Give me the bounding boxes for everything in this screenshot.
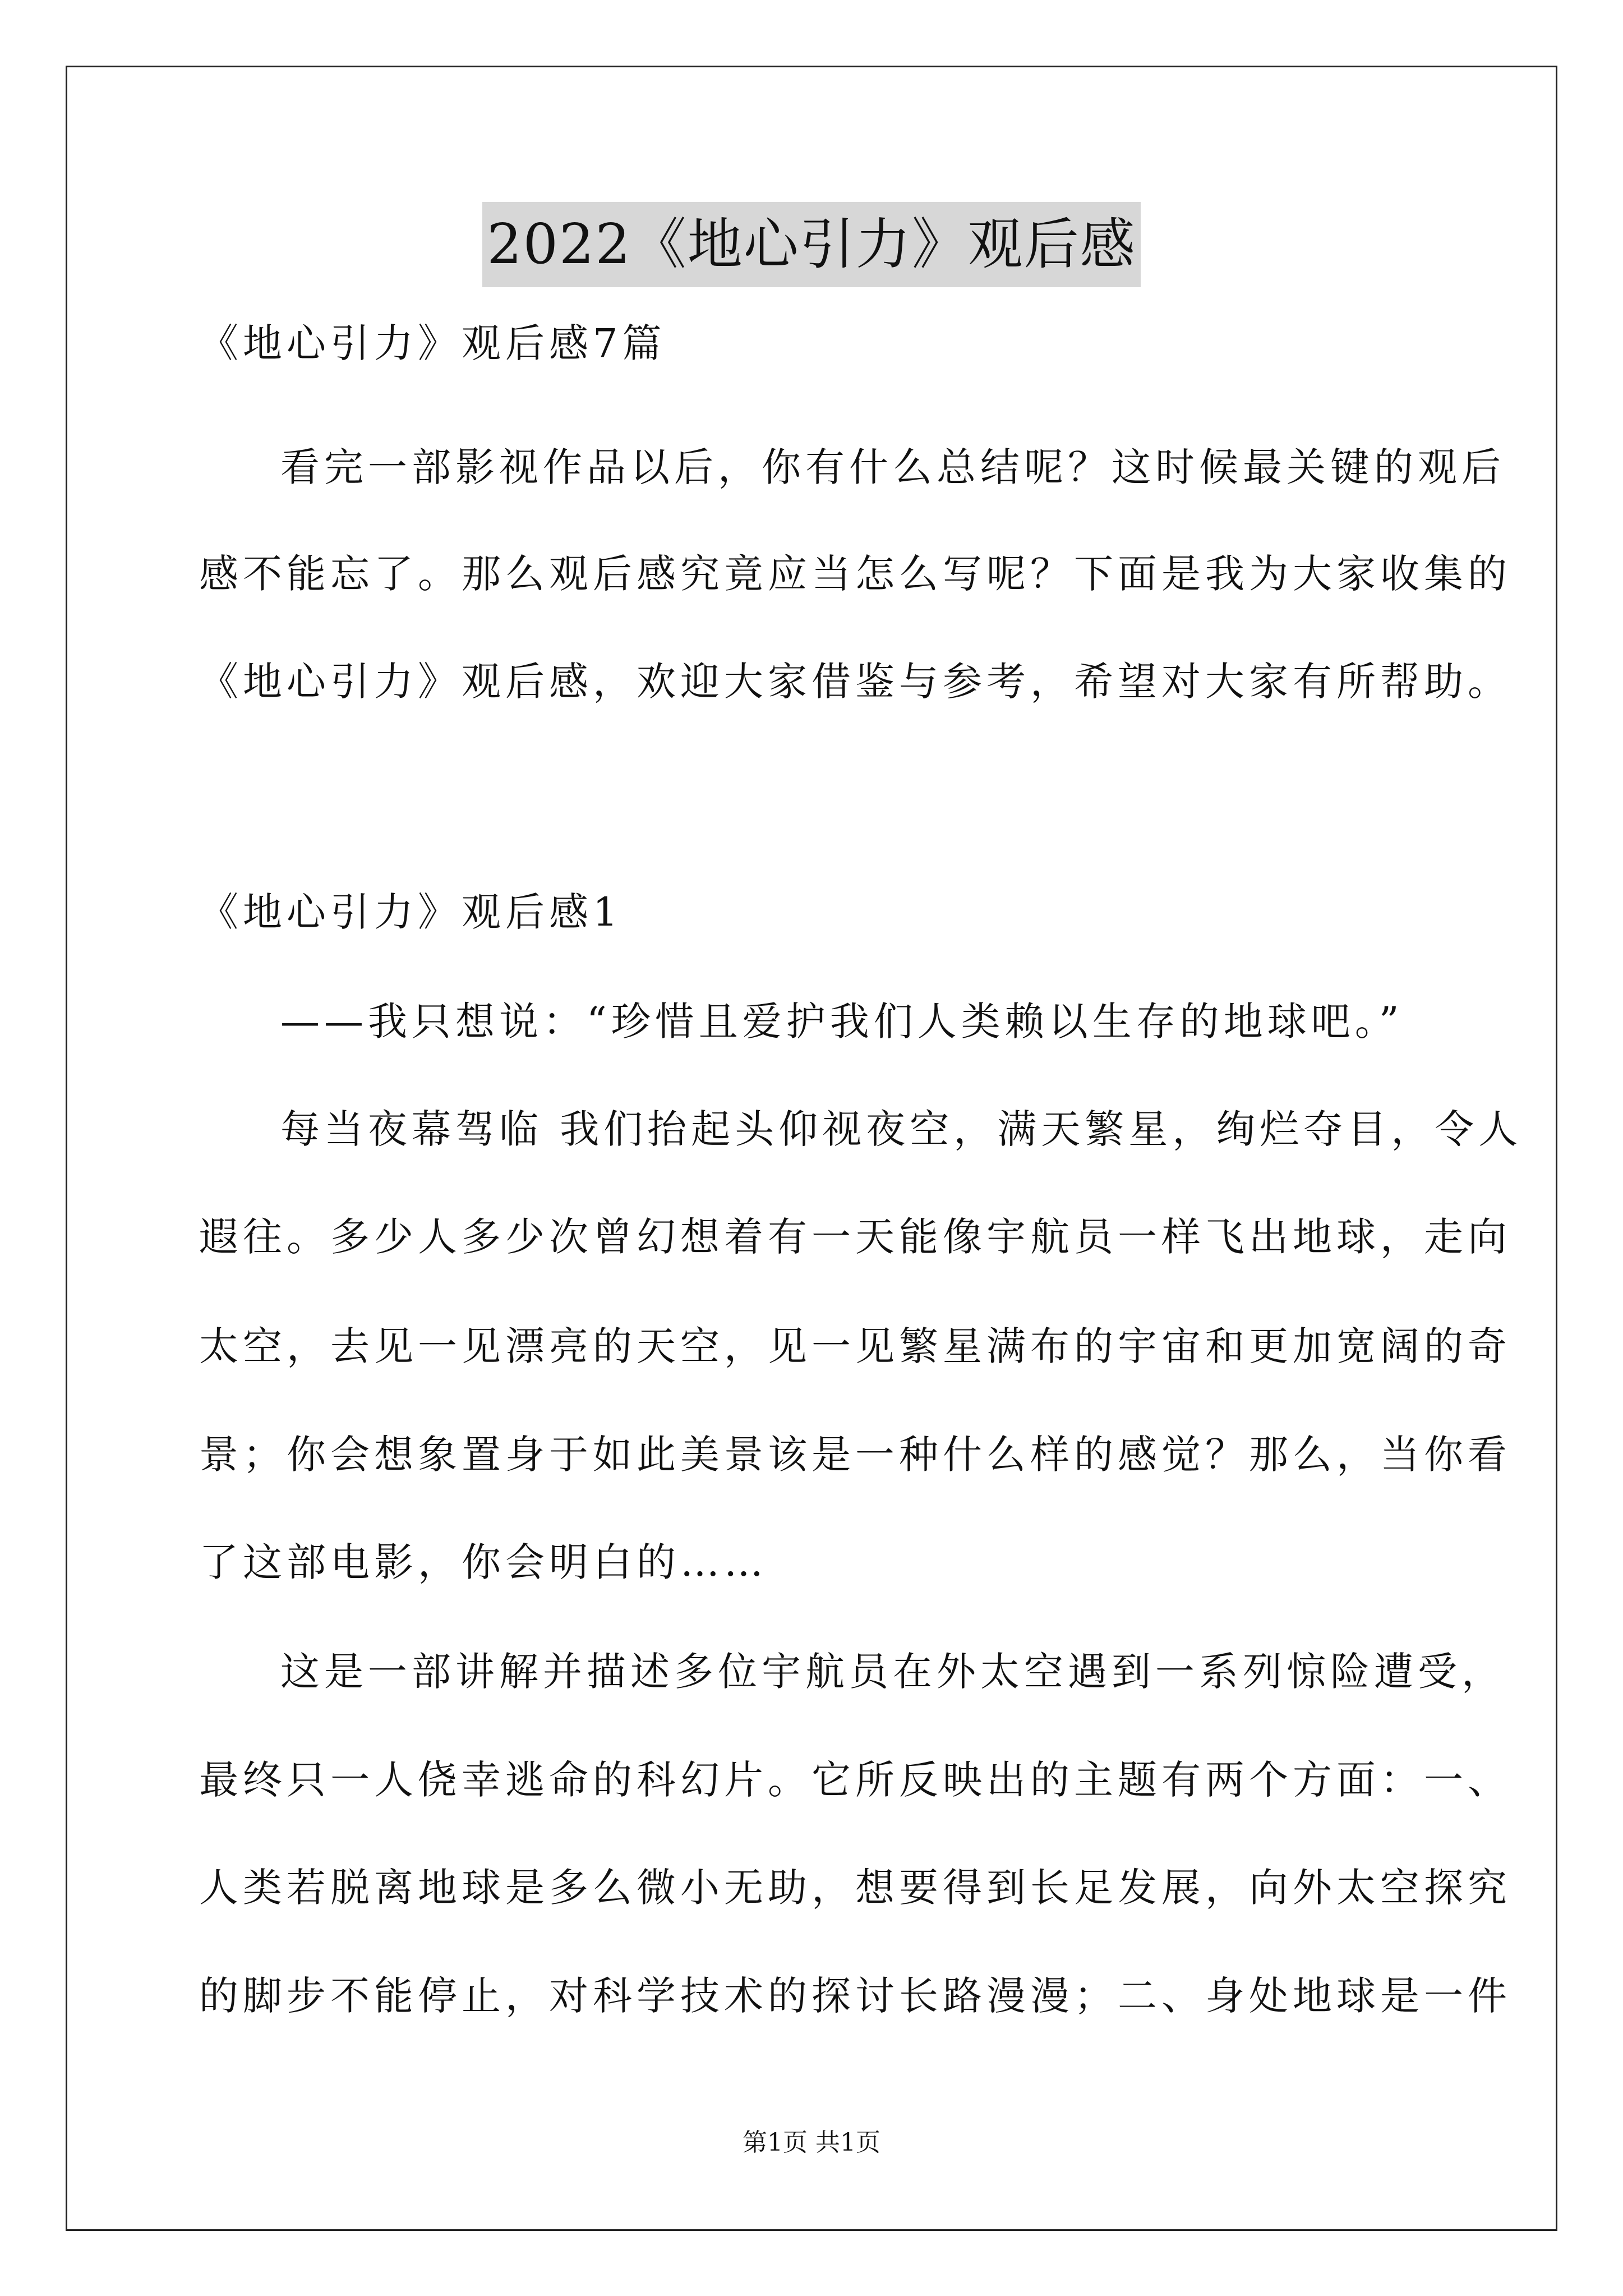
paragraph-line: 太空，去见一见漂亮的天空，见一见繁星满布的宇宙和更加宽阔的奇 <box>199 1323 1511 1369</box>
paragraph-line: 看完一部影视作品以后，你有什么总结呢？这时候最关键的观后 <box>280 444 1505 490</box>
paragraph-line: 景；你会想象置身于如此美景该是一种什么样的感觉？那么，当你看 <box>199 1432 1511 1478</box>
section-heading: 《地心引力》观后感1 <box>199 889 623 935</box>
paragraph-line: 每当夜幕驾临 我们抬起头仰视夜空，满天繁星，绚烂夺目，令人 <box>280 1106 1523 1152</box>
paragraph-line: 这是一部讲解并描述多位宇航员在外太空遇到一系列惊险遭受， <box>280 1649 1505 1695</box>
paragraph-line: 了这部电影，你会明白的…… <box>199 1539 768 1585</box>
paragraph-line: 人类若脱离地球是多么微小无助，想要得到长足发展，向外太空探究 <box>199 1865 1511 1911</box>
paragraph-line: 最终只一人侥幸逃命的科幻片。它所反映出的主题有两个方面：一、 <box>199 1757 1511 1803</box>
paragraph-line: 的脚步不能停止，对科学技术的探讨长路漫漫；二、身处地球是一件 <box>199 1973 1511 2019</box>
document-subtitle: 《地心引力》观后感7篇 <box>199 320 666 366</box>
paragraph-line: ——我只想说：“珍惜且爱护我们人类赖以生存的地球吧。” <box>280 999 1404 1045</box>
paragraph-line: 《地心引力》观后感，欢迎大家借鉴与参考，希望对大家有所帮助。 <box>199 659 1511 705</box>
paragraph-line: 遐往。多少人多少次曾幻想着有一天能像宇航员一样飞出地球，走向 <box>199 1214 1511 1260</box>
document-title: 2022《地心引力》观后感 <box>482 202 1140 287</box>
page-footer: 第1页 共1页 <box>743 2128 880 2157</box>
title-container <box>0 202 1623 287</box>
paragraph-line: 感不能忘了。那么观后感究竟应当怎么写呢？下面是我为大家收集的 <box>199 551 1511 597</box>
